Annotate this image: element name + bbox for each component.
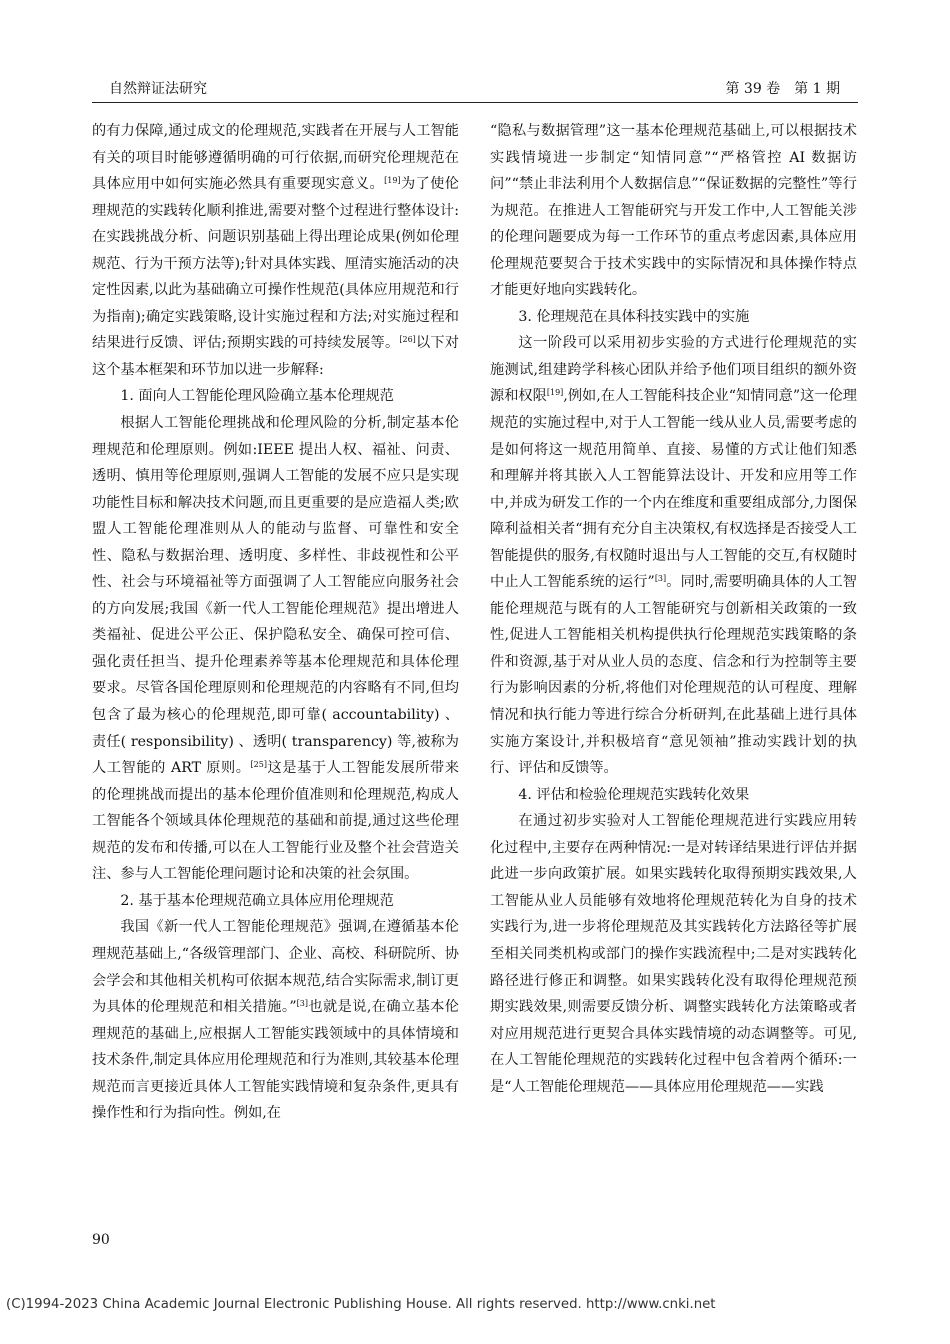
section-heading: 3. 伦理规范在具体科技实践中的实施 [518,308,750,325]
copyright-notice: (C)1994-2023 China Academic Journal Electronic Publishing House. All rights reserved. http://www.cnki.net [6,1297,716,1312]
paragraph: 在通过初步实验对人工智能伦理规范进行实践应用转化过程中,主要存在两种情况:一是对转译结果进行评估并据此进一步向政策扩展。如果实践转化取得预期实践效果,人工智能从业人员能够有效地将伦理规范转化为自身的技术实践行为,进一步将伦理规范及其实践转化方法路径等扩展至相关同类机构或部门的操作实践流程中;二是对实践转化路径进行修正和调整。如果实践转化没有取得伦理规范预期实践效果,则需要反馈分析、调整实践转化方法策略或者对应用规范进行更契合具体实践情境的动态调整等。可见,在人工智能伦理规范的实践转化过程中包含着两个循环:一是“人工智能伦理规范——具体应用伦理规范——实践 [490,813,857,1095]
journal-title: 自然辩证法研究 [109,81,207,97]
citation-ref[interactable]: [3] [654,574,667,584]
citation-ref[interactable]: [26] [399,335,416,345]
citation-ref[interactable]: [3] [296,999,308,1009]
header-divider [92,102,858,103]
citation-ref[interactable]: [19] [546,388,564,398]
page-number: 90 [92,1232,110,1248]
section-heading: 4. 评估和检验伦理规范实践转化效果 [518,786,750,803]
section-heading: 2. 基于基本伦理规范确立具体应用伦理规范 [120,892,394,909]
left-column [92,118,459,1127]
citation-ref[interactable]: [19] [384,176,401,186]
citation-ref[interactable]: [25] [250,760,267,770]
paragraph: 根据人工智能伦理挑战和伦理风险的分析,制定基本伦理规范和伦理原则。例如:IEEE 提出人权、福祉、问责、透明、慎用等伦理原则,强调人工智能的发展不应只是实现功能性目标和解决技术问题,而且更重要的是应造福人类;欧盟人工智能伦理准则从人的能动与监督、可靠性和安全性、隐私与数据治理、透明度、多样性、非歧视性和公平性、社会与环境福祉等方面强调了人工智能应向服务社会的方向发展;我国《新一代人工智能伦理规范》提出增进人类福祉、促进公平公正、保护隐私安全、确保可控可信、强化责任担当、提升伦理素养等基本伦理规范和具体伦理要求。尽管各国伦理原则和伦理规范的内容略有不同,但均包含了最为核心的伦理规范,即可靠( accountability) 、责任( responsibility) 、透明( transparency) 等,被称为人工智能的 ART 原则。[25]这是基于人工智能发展所带来的伦理挑战而提出的基本伦理价值准则和伦理规范,构成人工智能各个领域具体伦理规范的基础和前提,通过这些伦理规范的发布和传播,可以在人工智能行业及整个社会营造关注、参与人工智能伦理问题讨论和决策的社会氛围。 [92,415,459,883]
right-column [490,118,857,1100]
paragraph: “隐私与数据管理”这一基本伦理规范基础上,可以根据技术实践情境进一步制定“知情同意”“严格管控 AI 数据访问”“禁止非法利用个人数据信息”“保证数据的完整性”等行为规范。在推进人工智能研究与开发工作中,人工智能关涉的伦理问题要成为每一工作环节的重点考虑因素,具体应用伦理规范要契合于技术实践中的实际情况和具体操作特点才能更好地向实践转化。 [490,123,857,299]
section-heading: 1. 面向人工智能伦理风险确立基本伦理规范 [120,388,394,405]
paragraph: 的有力保障,通过成文的伦理规范,实践者在开展与人工智能有关的项目时能够遵循明确的可行依据,而研究伦理规范在具体应用中如何实施必然具有重要现实意义。[19]为了使伦理规范的实践转化顺利推进,需要对整个过程进行整体设计:在实践挑战分析、问题识别基础上得出理论成果(例如伦理规范、行为干预方法等);针对具体实践、厘清实施活动的决定性因素,以此为基础确立可操作性规范(具体应用规范和行为指南);确定实践策略,设计实施过程和方法;对实施过程和结果进行反馈、评估;预期实践的可持续发展等。[26]以下对这个基本框架和环节加以进一步解释: [92,123,459,378]
paragraph: 这一阶段可以采用初步实验的方式进行伦理规范的实施测试,组建跨学科核心团队并给予他们项目组织的额外资源和权限[19],例如,在人工智能科技企业“知情同意”这一伦理规范的实施过程中,对于人工智能一线从业人员,需要考虑的是如何将这一规范用简单、直接、易懂的方式让他们知悉和理解并将其嵌入人工智能算法设计、开发和应用等工作中,并成为研发工作的一个内在维度和重要组成部分,力图保障利益相关者“拥有充分自主决策权,有权选择是否接受人工智能提供的服务,有权随时退出与人工智能的交互,有权随时中止人工智能系统的运行”[3]。同时,需要明确具体的人工智能伦理规范与既有的人工智能研究与创新相关政策的一致性,促进人工智能相关机构提供执行伦理规范实践策略的条件和资源,基于对从业人员的态度、信念和行为控制等主要行为影响因素的分析,将他们对伦理规范的认可程度、理解情况和执行能力等进行综合分析研判,在此基础上进行具体实施方案设计,并积极培育“意见领袖”推动实践计划的执行、评估和反馈等。 [490,335,857,777]
paragraph: 我国《新一代人工智能伦理规范》强调,在遵循基本伦理规范基础上,“各级管理部门、企业、高校、科研院所、协会学会和其他相关机构可依据本规范,结合实际需求,制订更为具体的伦理规范和相关措施。”[3]也就是说,在确立基本伦理规范的基础上,应根据人工智能实践领域中的具体情境和技术条件,制定具体应用伦理规范和行为准则,其较基本伦理规范而言更接近具体人工智能实践情境和复杂条件,更具有操作性和行为指向性。例如,在 [92,919,459,1122]
issue-label: 第 39 卷 第 1 期 [725,81,840,97]
